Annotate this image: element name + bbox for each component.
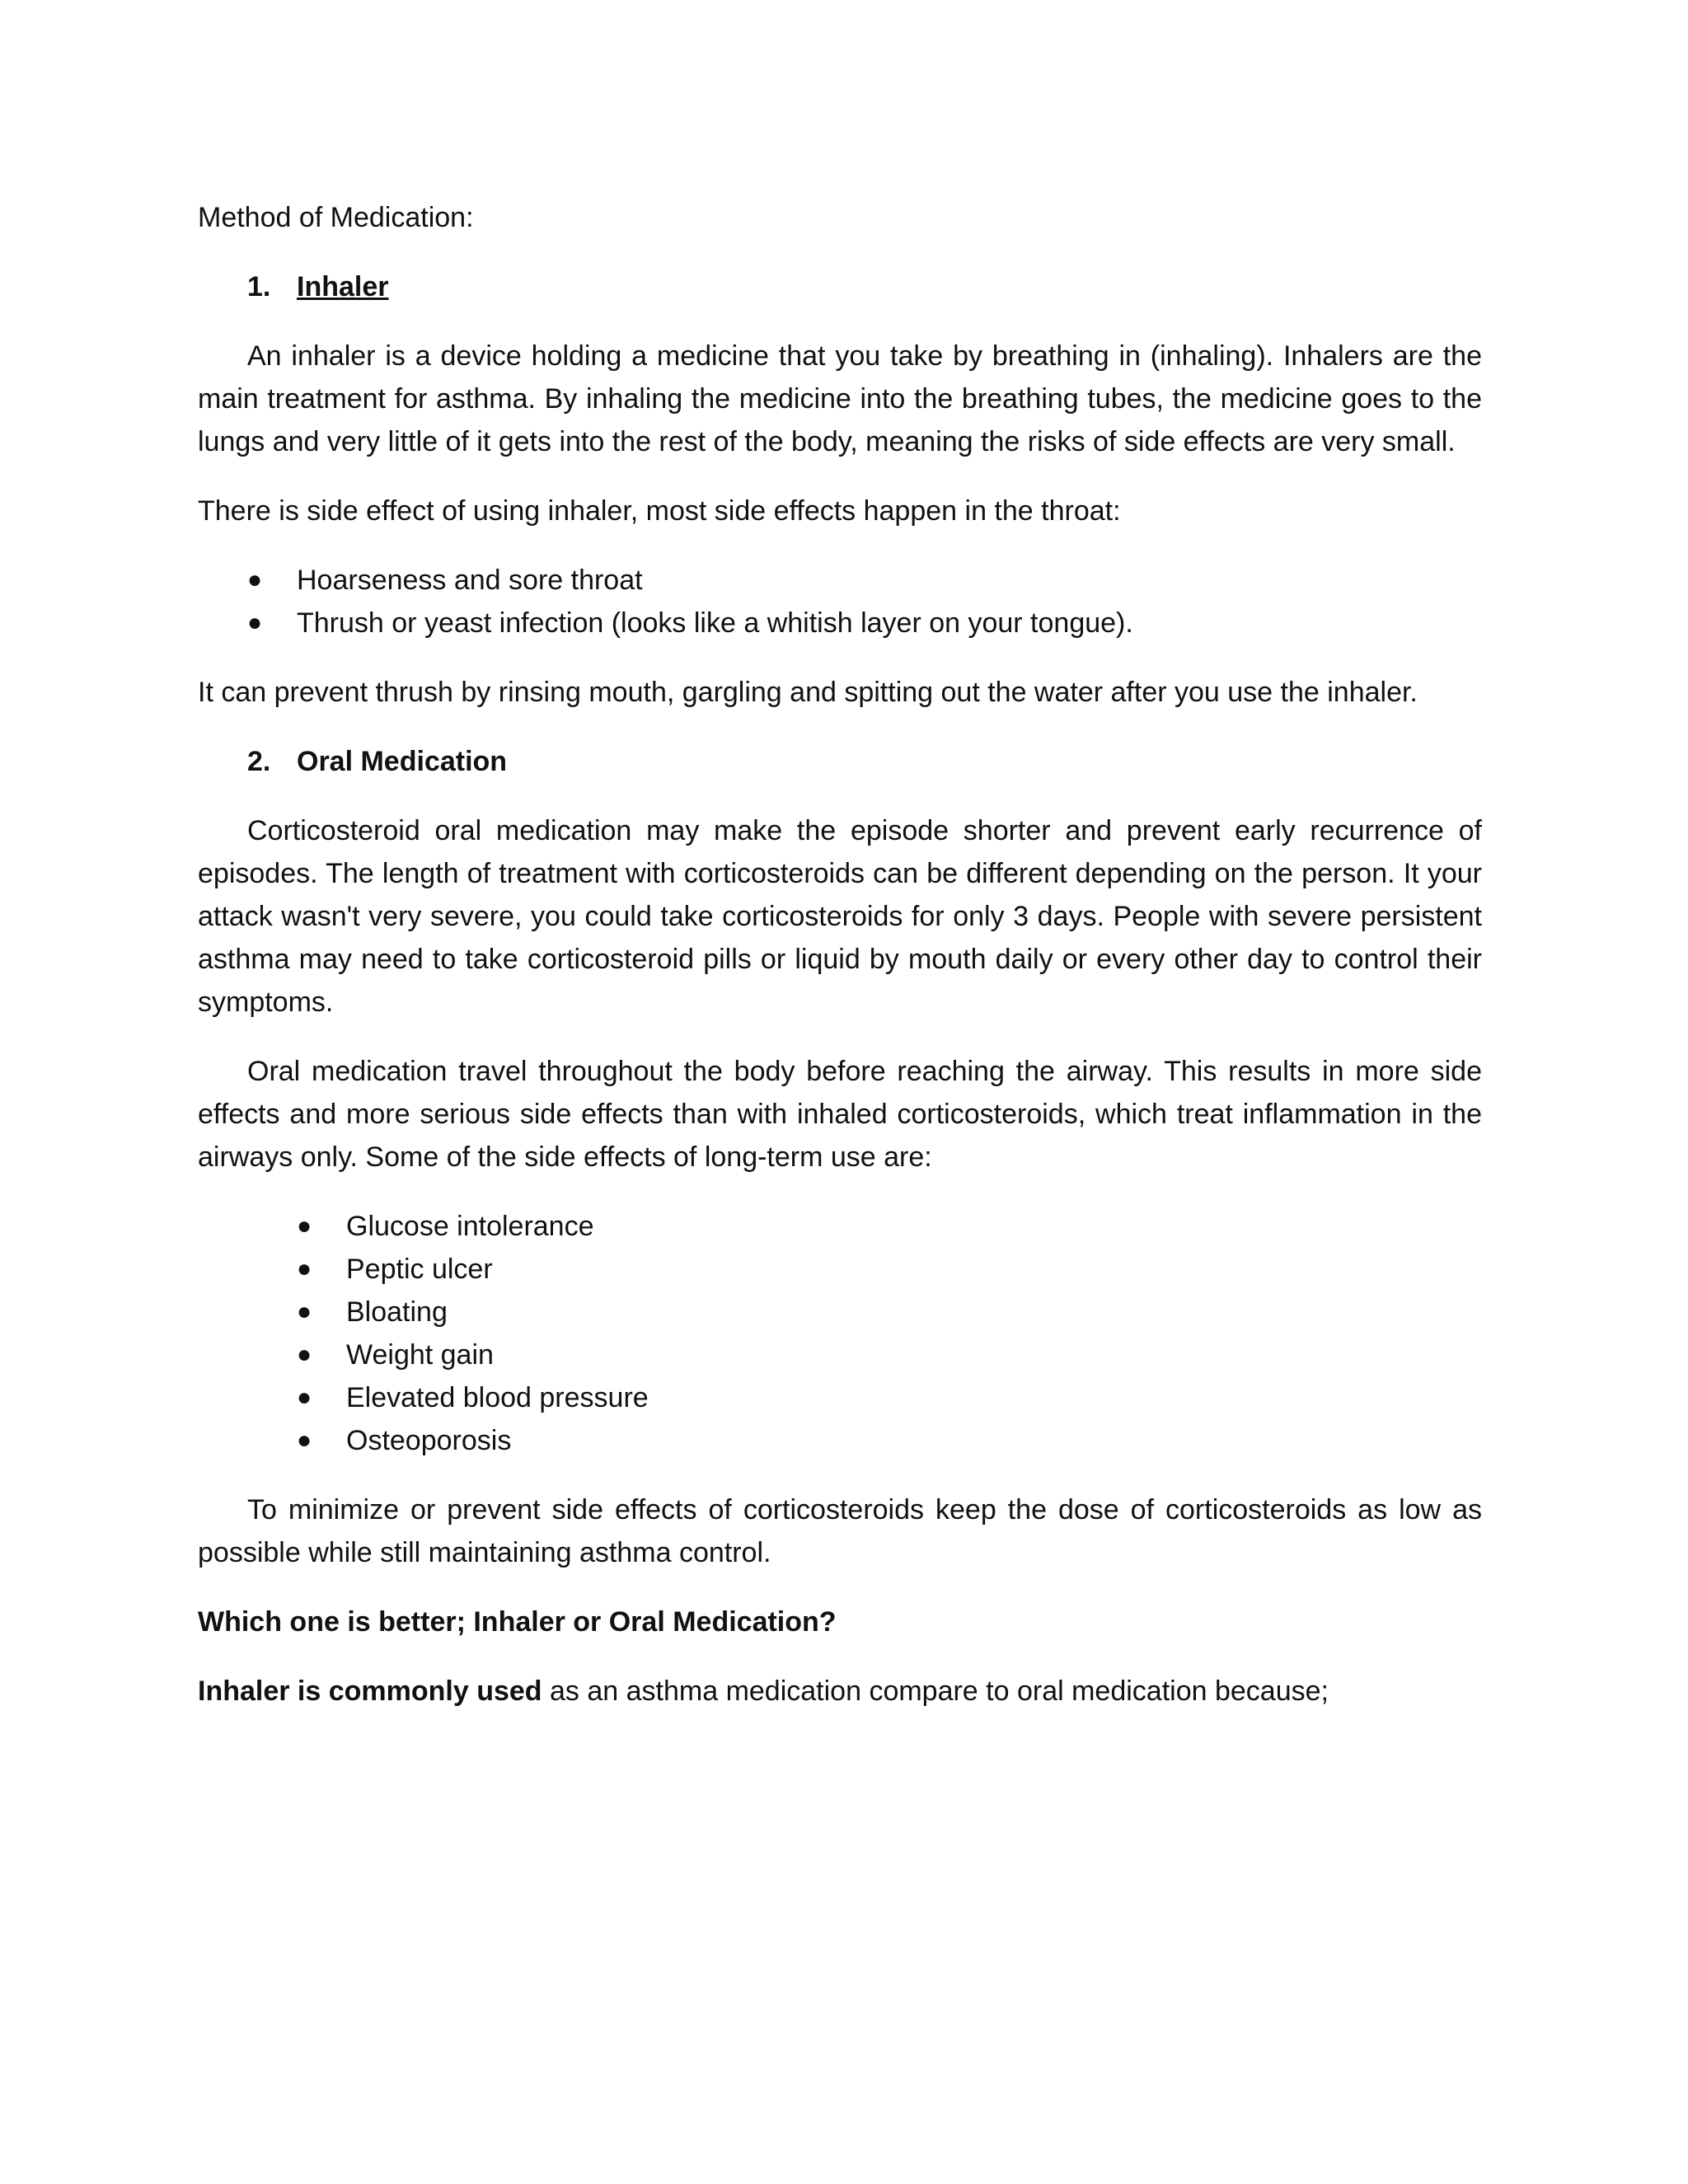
list-item-text: Weight gain [346,1339,494,1371]
list-item [297,1376,1482,1419]
inhaler-paragraph: An inhaler is a device holding a medicine that you take by breathing in (inhaling). Inhalers are the main treatment for asthma. By inhaling the medicine into the breathing tubes, the medicine goes to the lungs and very little of it gets into the rest of the body, meaning the risks of side effects are very small. [198,340,1482,457]
oral-paragraph-3: To minimize or prevent side effects of corticosteroids keep the dose of corticosteroids as low as possible while still maintaining asthma control. [198,1494,1482,1568]
oral-paragraph-1: Corticosteroid oral medication may make the episode shorter and prevent early recurrence of episodes. The length of treatment with corticosteroids can be different depending on the person. It your attack wasn't very severe, you could take corticosteroids for only 3 days. People with severe persistent asthma may need to take corticosteroid pills or liquid by mouth daily or every other day to control their symptoms. [198,815,1482,1018]
list-item-text: Hoarseness and sore throat [297,565,643,596]
section-title: Inhaler [297,271,389,302]
list-item [297,1205,1482,1248]
bullet-icon: ● [297,1298,312,1325]
oral-side-effects-list [198,1205,1482,1462]
intro-label: Method of Medication: [198,202,474,233]
section-number: 1. [247,271,271,302]
bullet-icon: ● [247,566,263,593]
list-item-text: Peptic ulcer [346,1254,493,1285]
inhaler-side-effects-list [198,559,1482,644]
section-title: Oral Medication [297,746,508,777]
bullet-icon: ● [297,1341,312,1368]
comparison-answer-bold: Inhaler is commonly used [198,1675,542,1707]
list-item [247,559,1482,602]
bullet-icon: ● [247,609,263,636]
list-item [297,1291,1482,1333]
list-item-text: Elevated blood pressure [346,1382,649,1413]
bullet-icon: ● [297,1384,312,1411]
list-item-text: Bloating [346,1296,448,1328]
bullet-icon: ● [297,1255,312,1282]
bullet-icon: ● [297,1212,312,1240]
section-number: 2. [247,746,271,777]
list-item [297,1333,1482,1376]
document-page [198,196,1482,1713]
comparison-answer-rest: as an asthma medication compare to oral medication because; [542,1675,1329,1707]
list-item-text: Thrush or yeast infection (looks like a whitish layer on your tongue). [297,607,1133,639]
inhaler-side-effect-intro: There is side effect of using inhaler, most side effects happen in the throat: [198,495,1121,527]
oral-paragraph-2: Oral medication travel throughout the body before reaching the airway. This results in more side effects and more serious side effects than with inhaled corticosteroids, which treat inflammation in the airways only. Some of the side effects of long-term use are: [198,1056,1482,1173]
section-heading-inhaler [247,265,1482,308]
bullet-icon: ● [297,1427,312,1454]
list-item [297,1419,1482,1462]
list-item-text: Osteoporosis [346,1425,512,1456]
section-heading-oral-medication [247,740,1482,783]
comparison-question: Which one is better; Inhaler or Oral Medication? [198,1606,837,1638]
list-item-text: Glucose intolerance [346,1211,594,1242]
comparison-answer [198,1670,1482,1713]
list-item [247,602,1482,644]
list-item [297,1248,1482,1291]
inhaler-prevention: It can prevent thrush by rinsing mouth, gargling and spitting out the water after you use the inhaler. [198,677,1418,708]
